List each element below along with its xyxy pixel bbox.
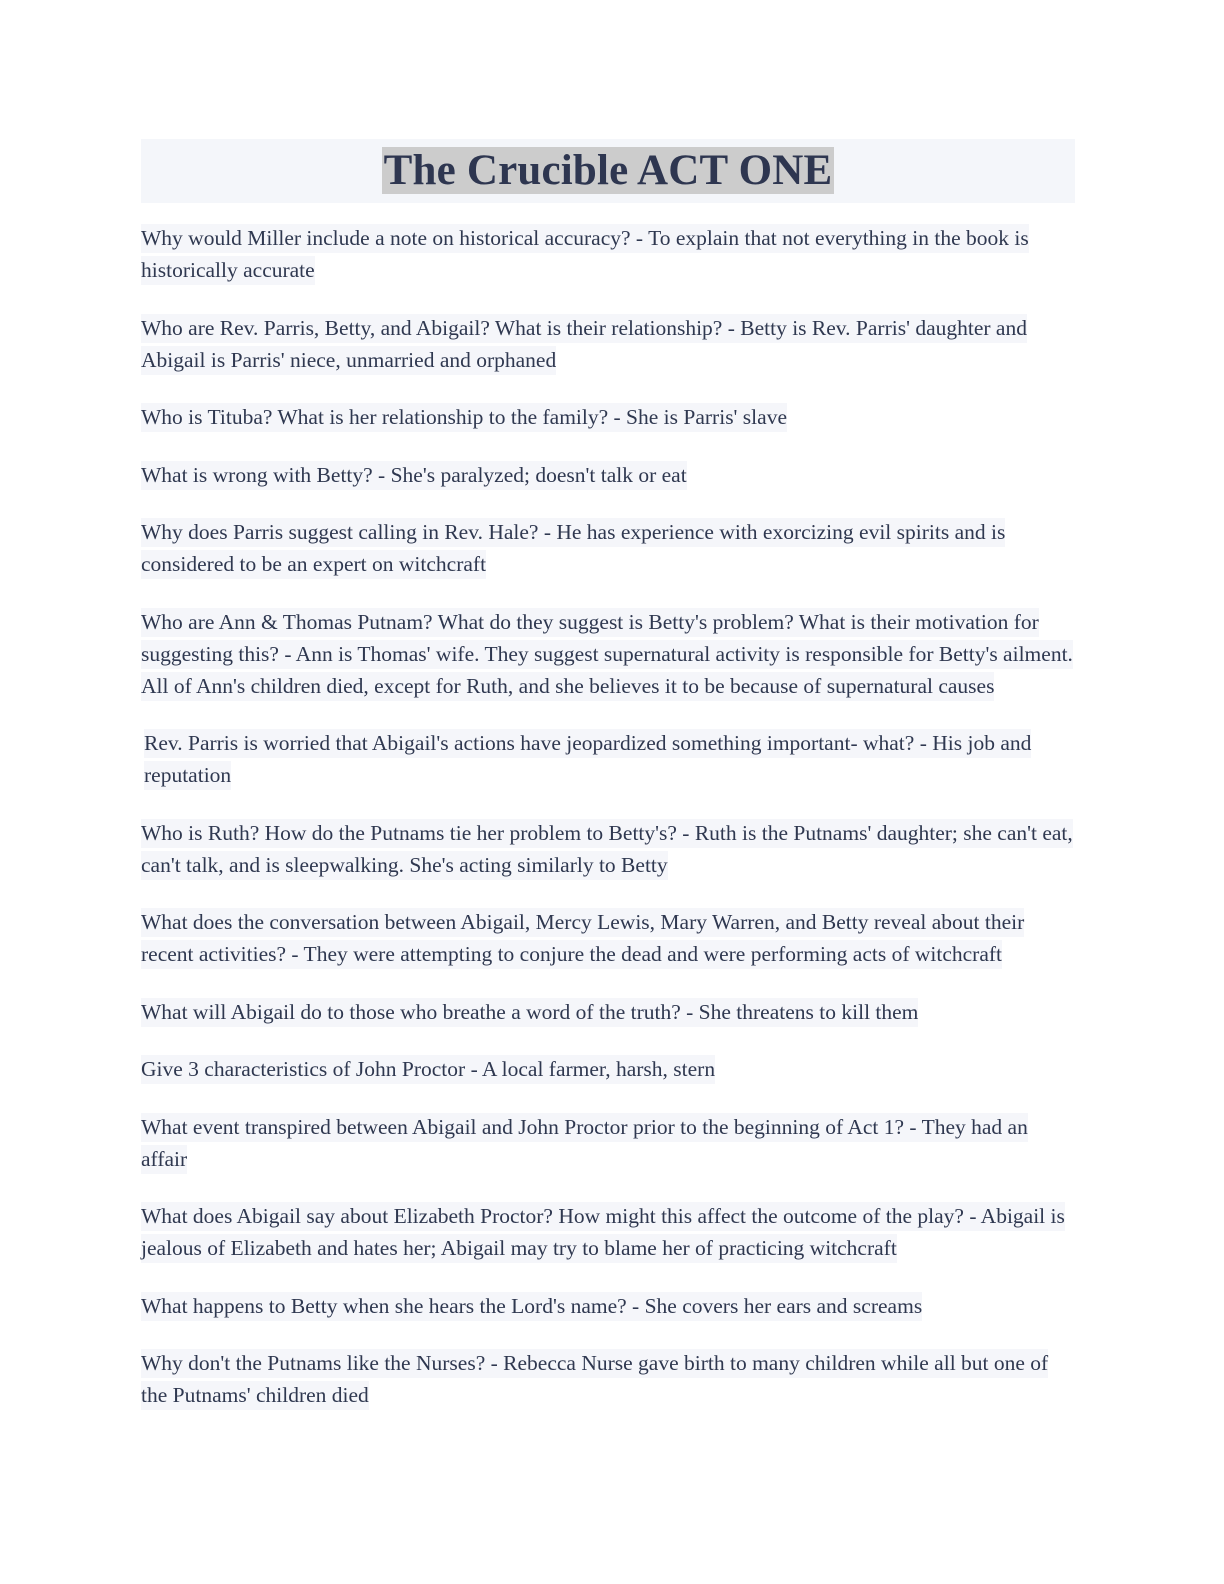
qa-item (141, 222, 1076, 286)
qa-item (141, 401, 1076, 433)
qa-item (141, 1200, 1076, 1264)
qa-text: What does the conversation between Abigail, Mercy Lewis, Mary Warren, and Betty reveal about their recent activities? - They were attempting to conjure the dead and were performing acts of witchcraft (141, 908, 1024, 969)
qa-item (141, 1347, 1076, 1411)
qa-item (141, 516, 1076, 580)
qa-item (141, 606, 1076, 702)
qa-text: Why don't the Putnams like the Nurses? - Rebecca Nurse gave birth to many children while all but one of the Putnams' children died (141, 1349, 1048, 1410)
qa-item (141, 1290, 1076, 1322)
qa-text: Why would Miller include a note on historical accuracy? - To explain that not everything in the book is historically accurate (141, 224, 1029, 285)
qa-text: Who are Rev. Parris, Betty, and Abigail? What is their relationship? - Betty is Rev. Parris' daughter and Abigail is Parris' niece, unmarried and orphaned (141, 314, 1027, 375)
title-band (141, 139, 1075, 203)
qa-text: Give 3 characteristics of John Proctor - A local farmer, harsh, stern (141, 1055, 715, 1084)
qa-item (141, 906, 1076, 970)
question-answer-list (141, 222, 1076, 1411)
qa-text: Who are Ann & Thomas Putnam? What do they suggest is Betty's problem? What is their motivation for suggesting this? - Ann is Thomas' wife. They suggest supernatural activity is responsible for Betty's ailment. All of Ann's children died, except for Ruth, and she believes it to be because of supernatural causes (141, 608, 1073, 701)
qa-item (141, 459, 1076, 491)
qa-text: What does Abigail say about Elizabeth Proctor? How might this affect the outcome of the play? - Abigail is jealous of Elizabeth and hates her; Abigail may try to blame her of practicing witchcraft (141, 1202, 1065, 1263)
qa-item (141, 1111, 1076, 1175)
qa-text: What event transpired between Abigail and John Proctor prior to the beginning of Act 1? - They had an affair (141, 1113, 1028, 1174)
qa-text: What is wrong with Betty? - She's paralyzed; doesn't talk or eat (141, 461, 687, 490)
qa-item (144, 727, 1076, 791)
qa-text: Who is Tituba? What is her relationship to the family? - She is Parris' slave (141, 403, 787, 432)
qa-text: What will Abigail do to those who breathe a word of the truth? - She threatens to kill them (141, 998, 918, 1027)
qa-item (141, 312, 1076, 376)
qa-item (141, 1053, 1076, 1085)
qa-text: Who is Ruth? How do the Putnams tie her problem to Betty's? - Ruth is the Putnams' daughter; she can't eat, can't talk, and is sleepwalking. She's acting similarly to Betty (141, 819, 1073, 880)
qa-text: Rev. Parris is worried that Abigail's actions have jeopardized something important- what? - His job and reputation (144, 729, 1031, 790)
page-title: The Crucible ACT ONE (383, 147, 833, 194)
qa-text: Why does Parris suggest calling in Rev. Hale? - He has experience with exorcizing evil spirits and is considered to be an expert on witchcraft (141, 518, 1005, 579)
qa-item (141, 817, 1076, 881)
qa-text: What happens to Betty when she hears the Lord's name? - She covers her ears and screams (141, 1292, 922, 1321)
qa-item (141, 996, 1076, 1028)
